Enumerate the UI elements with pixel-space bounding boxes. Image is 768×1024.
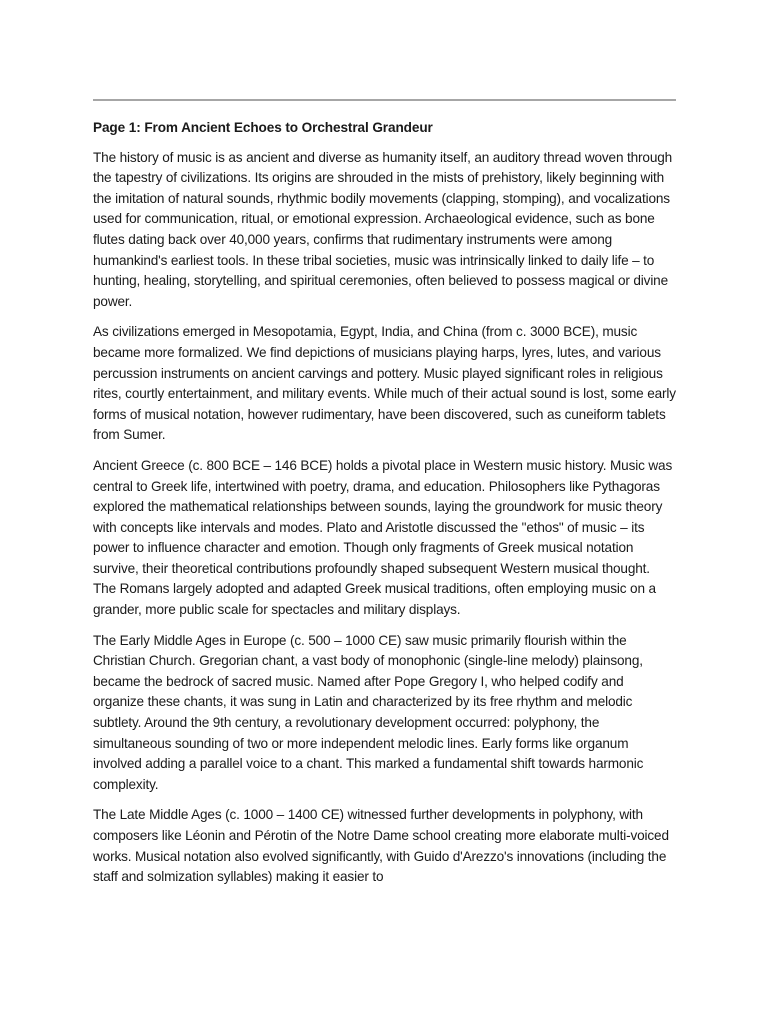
paragraph-early-civilizations: As civilizations emerged in Mesopotamia, Egypt, India, and China (from c. 3000 BCE), music became more formalized. We find depictions of musicians playing harps, lyres, lutes, and various percussion instruments on ancient carvings and pottery. Music played significant roles in religious rites, courtly entertainment, and military events. While much of their actual sound is lost, some early forms of musical notation, however rudimentary, have been discovered, such as cuneiform tablets from Sumer. xyxy=(93,324,676,443)
document-page xyxy=(93,99,676,898)
paragraph-late-middle-ages: The Late Middle Ages (c. 1000 – 1400 CE) witnessed further developments in polyphony, with composers like Léonin and Pérotin of the Notre Dame school creating more elaborate multi-voiced works. Musical notation also evolved significantly, with Guido d'Arezzo's innovations (including the staff and solmization syllables) making it easier to xyxy=(93,807,669,885)
paragraph-ancient-greece: Ancient Greece (c. 800 BCE – 146 BCE) holds a pivotal place in Western music history. Music was central to Greek life, intertwined with poetry, drama, and education. Philosophers like Pythagoras explored the mathematical relationships between sounds, laying the groundwork for music theory with concepts like intervals and modes. Plato and Aristotle discussed the "ethos" of music – its power to influence character and emotion. Though only fragments of Greek musical notation survive, their theoretical contributions profoundly shaped subsequent Western musical thought. The Romans largely adopted and adapted Greek musical traditions, often employing music on a grander, more public scale for spectacles and military displays. xyxy=(93,457,673,618)
paragraph-early-middle-ages: The Early Middle Ages in Europe (c. 500 – 1000 CE) saw music primarily flourish within the Christian Church. Gregorian chant, a vast body of monophonic (single-line melody) plainsong, became the bedrock of sacred music. Named after Pope Gregory I, who helped codify and organize these chants, it was sung in Latin and characterized by its free rhythm and melodic subtlety. Around the 9th century, a revolutionary development occurred: polyphony, the simultaneous sounding of two or more independent melodic lines. Early forms like organum involved adding a parallel voice to a chant. This marked a fundamental shift towards harmonic complexity. xyxy=(93,632,644,792)
paragraph-prehistory: The history of music is as ancient and diverse as humanity itself, an auditory thread woven through the tapestry of civilizations. Its origins are shrouded in the mists of prehistory, likely beginning with the imitation of natural sounds, rhythmic bodily movements (clapping, stomping), and vocalizations used for communication, ritual, or emotional expression. Archaeological evidence, such as bone flutes dating back over 40,000 years, confirms that rudimentary instruments were among humankind's earliest tools. In these tribal societies, music was intrinsically linked to daily life – to hunting, healing, storytelling, and spiritual ceremonies, often believed to possess magical or divine power. xyxy=(93,149,673,309)
header-divider xyxy=(93,99,676,101)
page-heading: Page 1: From Ancient Echoes to Orchestral Grandeur xyxy=(93,120,433,135)
